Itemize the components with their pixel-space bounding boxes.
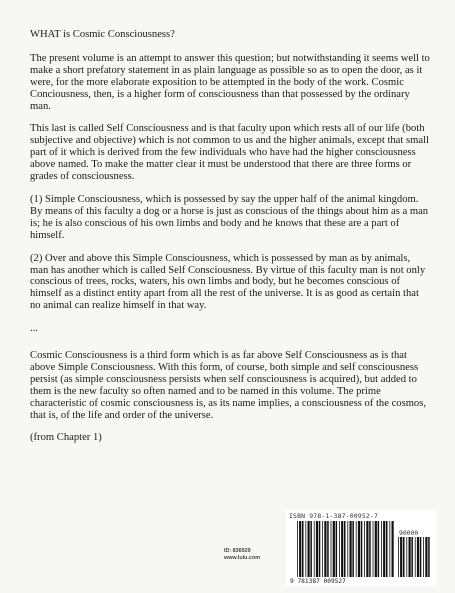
barcode-bar — [386, 521, 388, 577]
paragraph-1: The present volume is an attempt to answer this question; but notwithstanding it seems well to make a short prefatory statement in as plain language as possible so as to open the door, as it were, for the more elaborate exposition to be attempted in the body of the work. Cosmic Conciousness, then, is a higher form of consciousness than that possessed by the ordinary man. — [30, 52, 430, 112]
barcode-bar — [333, 521, 335, 577]
barcode-bar — [369, 521, 371, 577]
barcode-bar — [352, 521, 354, 577]
barcode-bar — [350, 521, 352, 577]
lulu-url: www.lulu.com — [224, 555, 261, 561]
barcode-bar — [423, 537, 424, 577]
heading: WHAT is Cosmic Consciousness? — [30, 29, 175, 40]
barcode-bar — [373, 521, 374, 577]
barcode-bar — [358, 521, 360, 577]
barcode-bar — [389, 521, 390, 577]
barcode-bar — [400, 537, 402, 577]
barcode-bar — [314, 521, 315, 577]
barcode-bar — [344, 521, 346, 577]
paragraph-5: Cosmic Consciousness is a third form which is as far above Self Consciousness as is that above Simple Consciousness. With this form, of course, both simple and self consciousness persist (as simple consciousness persists when self consciousness is acquired), but added to them is the new faculty so often named and to be named in this volume. The prime characteristic of cosmic consciousness is, as its name implies, a consciousness of the cosmos, that is, of the life and order of the universe. — [30, 350, 426, 421]
barcode-bar — [341, 521, 343, 577]
barcode-bar — [411, 537, 413, 577]
barcode-bar — [305, 521, 306, 577]
barcode-bar — [381, 521, 382, 577]
paragraph-3: (1) Simple Consciousness, which is possessed by say the upper half of the animal kingdom. By means of this faculty a dog or a horse is just as conscious of the things about him as a man is; he is also conscious of his own limbs and body and he knows that these are a part of himself. — [30, 193, 429, 241]
barcode-bar — [336, 521, 338, 577]
barcode-bar — [425, 537, 427, 577]
paragraph-2: This last is called Self Consciousness and is that faculty upon which rests all of our life (both subjective and objective) which is not common to us and the higher animals, except that small part of it which is derived from the few individuals who have had the higher consciousness above named. To make the matter clear it must be understood that there are three forms or grades of consciousness. — [30, 123, 429, 183]
barcode-bar — [322, 521, 323, 577]
ellipsis: ... — [30, 323, 38, 335]
source-note: (from Chapter 1) — [30, 432, 102, 444]
barcode-bar — [356, 521, 357, 577]
barcode-bar — [347, 521, 348, 577]
barcode-bar — [406, 537, 407, 577]
barcode-bar — [339, 521, 340, 577]
isbn-text: ISBN 978-1-387-00952-7 — [289, 512, 379, 520]
barcode-bar — [310, 521, 312, 577]
barcode-bar — [392, 521, 394, 577]
cover-text — [30, 29, 430, 455]
lulu-id-block — [224, 548, 260, 562]
barcode-bar — [398, 537, 399, 577]
barcode-bar — [403, 537, 405, 577]
paragraph-4: (2) Over and above this Simple Consciousness, which is possessed by man as by animals, man has another which is called Self Consciousness. By virtue of this faculty man is not only conscious of trees, rocks, waters, his own limbs and body, but he becomes conscious of himself as a distinct entity apart from all the rest of the universe. It is as good as certain that no animal can realize himself in that way. — [30, 252, 426, 312]
barcode-bar — [324, 521, 326, 577]
barcode-bar — [420, 537, 422, 577]
barcode-bar — [302, 521, 304, 577]
barcode-bar — [364, 521, 365, 577]
barcode-bar — [428, 537, 430, 577]
barcode-digits: 9 781387 009527 — [290, 578, 346, 585]
barcode-bar — [308, 521, 310, 577]
barcode-bar — [327, 521, 329, 577]
barcode-bar — [297, 521, 298, 577]
barcode-bar — [378, 521, 380, 577]
addon-barcode — [398, 537, 432, 579]
barcode-bar — [417, 537, 419, 577]
barcode-bar — [361, 521, 363, 577]
addon-code: 90000 — [399, 529, 419, 537]
barcode-bar — [415, 537, 416, 577]
barcode-bar — [409, 537, 411, 577]
lulu-id: ID: 836929 — [224, 548, 251, 554]
ean-barcode — [297, 521, 395, 579]
barcode-bar — [316, 521, 318, 577]
barcode-bar — [319, 521, 321, 577]
barcode-bar — [331, 521, 332, 577]
barcode-bar — [366, 521, 368, 577]
barcode-bar — [383, 521, 385, 577]
barcode-bar — [375, 521, 377, 577]
barcode-bar — [299, 521, 301, 577]
